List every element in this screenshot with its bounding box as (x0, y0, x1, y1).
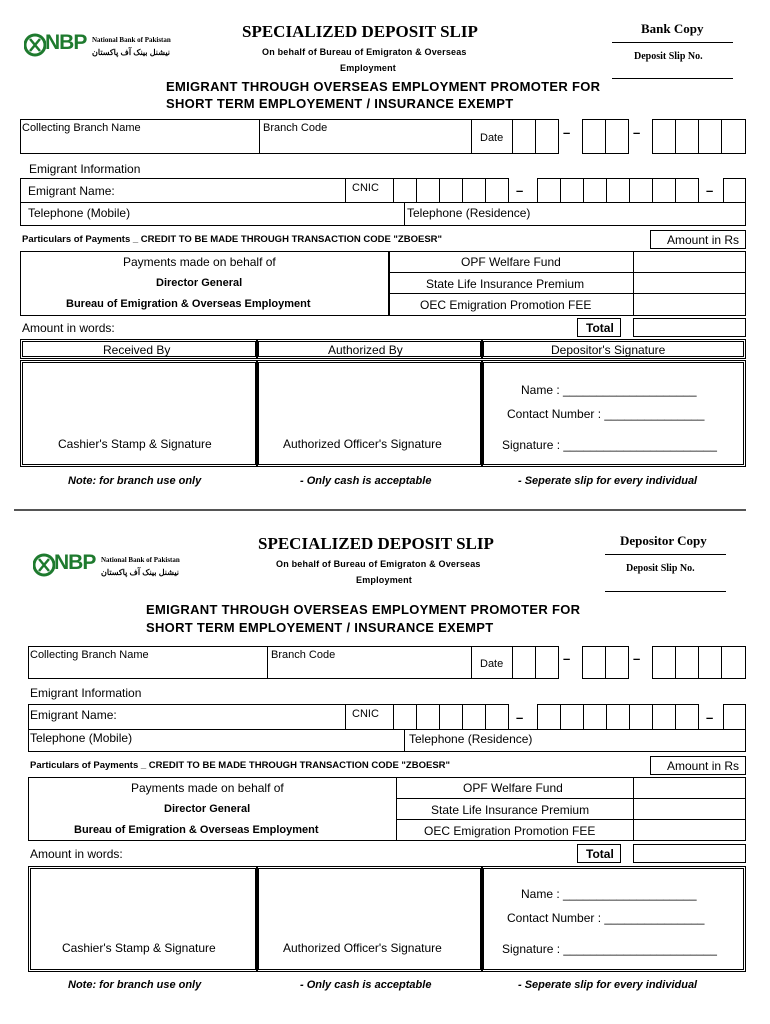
date-digit-cell[interactable] (721, 646, 746, 679)
deposit-slip-no-field[interactable] (605, 591, 726, 592)
nbp-emblem-icon (33, 550, 55, 580)
cnic-digit-cell[interactable] (629, 704, 653, 730)
payments-behalf-label: Payments made on behalf of (123, 255, 276, 269)
amount-in-rs-label: Amount in Rs (667, 233, 740, 247)
date-digit-cell[interactable] (675, 646, 699, 679)
contact-line[interactable]: Contact Number : _______________ (507, 911, 705, 925)
emigrant-name-label: Emigrant Name: (30, 708, 117, 722)
branch-code-label: Branch Code (263, 122, 328, 134)
depositor-copy-slip (0, 518, 770, 1018)
date-digit-cell[interactable] (698, 646, 722, 679)
cnic-digit-cell[interactable] (583, 704, 607, 730)
note-branch: Note: for branch use only (68, 475, 202, 487)
cnic-digit-cell[interactable] (537, 704, 561, 730)
contact-line[interactable]: Contact Number : _______________ (507, 407, 705, 421)
copy-label-underline (605, 554, 726, 555)
copy-label-underline (612, 42, 733, 43)
date-separator: – (563, 651, 571, 666)
cnic-digit-cell[interactable] (560, 178, 584, 203)
cashier-label: Cashier's Stamp & Signature (62, 941, 216, 955)
cnic-digit-cell[interactable] (439, 178, 463, 203)
slip-subtitle-1: On behalf of Bureau of Emigraton & Overseas (262, 47, 467, 57)
note-separate: - Seperate slip for every individual (518, 475, 698, 487)
copy-label: Bank Copy (641, 21, 704, 36)
amount-in-rs-label: Amount in Rs (667, 759, 740, 773)
opf-label: OPF Welfare Fund (463, 781, 563, 795)
note-separate: - Seperate slip for every individual (518, 979, 698, 991)
emigrant-name-label: Emigrant Name: (28, 184, 115, 198)
total-label: Total (586, 847, 614, 861)
date-label: Date (480, 658, 504, 670)
slip-title: SPECIALIZED DEPOSIT SLIP (242, 22, 478, 41)
cut-line-divider (14, 509, 746, 511)
cnic-label: CNIC (352, 182, 379, 194)
cnic-digit-cell[interactable] (629, 178, 653, 203)
cnic-digit-cell[interactable] (723, 704, 746, 730)
nbp-emblem-icon (24, 30, 46, 60)
deposit-slip-no-label: Deposit Slip No. (634, 51, 703, 62)
date-digit-cell[interactable] (582, 646, 606, 679)
total-amount-field[interactable] (633, 318, 746, 337)
emigrant-info-label: Emigrant Information (30, 686, 142, 700)
amount-words-label: Amount in words: (30, 847, 123, 861)
form-heading-2: SHORT TERM EMPLOYEMENT / INSURANCE EXEMPT (166, 96, 514, 111)
state-life-amount-field[interactable] (633, 798, 746, 820)
emigrant-info-label: Emigrant Information (29, 162, 141, 176)
slip-subtitle-2: Employment (356, 575, 413, 585)
copy-label: Depositor Copy (620, 533, 707, 548)
date-digit-cell[interactable] (675, 119, 699, 154)
cnic-digit-cell[interactable] (723, 178, 746, 203)
deposit-slip-no-field[interactable] (612, 78, 733, 79)
bureau-label: Bureau of Emigration & Overseas Employment (66, 298, 311, 310)
cnic-digit-cell[interactable] (439, 704, 463, 730)
telephone-residence-label: Telephone (Residence) (409, 732, 533, 746)
state-life-label: State Life Insurance Premium (431, 803, 590, 817)
amount-words-label: Amount in words: (22, 321, 115, 335)
logo-name-en: National Bank of Pakistan (92, 36, 171, 44)
officer-signature-box[interactable] (256, 866, 483, 972)
logo-name-ur: نیشنل بینک آف پاکستان (101, 568, 179, 577)
date-separator: – (563, 125, 571, 140)
total-label: Total (586, 321, 614, 335)
cnic-digit-cell[interactable] (583, 178, 607, 203)
form-heading-1: EMIGRANT THROUGH OVERSEAS EMPLOYMENT PROMOTER FOR (146, 602, 581, 617)
opf-label: OPF Welfare Fund (461, 255, 561, 269)
date-digit-cell[interactable] (512, 646, 536, 679)
depositor-signature-label: Depositor's Signature (551, 343, 666, 357)
date-digit-cell[interactable] (652, 119, 676, 154)
date-digit-cell[interactable] (652, 646, 676, 679)
bank-copy-slip (0, 0, 770, 500)
authorized-by-label: Authorized By (328, 343, 403, 357)
officer-label: Authorized Officer's Signature (283, 941, 442, 955)
cnic-digit-cell[interactable] (537, 178, 561, 203)
officer-label: Authorized Officer's Signature (283, 437, 442, 451)
note-branch: Note: for branch use only (68, 979, 202, 991)
bureau-label: Bureau of Emigration & Overseas Employment (74, 824, 319, 836)
cnic-separator: – (516, 710, 524, 725)
note-cash: - Only cash is acceptable (300, 475, 432, 487)
telephone-mobile-label: Telephone (Mobile) (30, 731, 133, 745)
slip-subtitle-2: Employment (340, 63, 397, 73)
date-digit-cell[interactable] (582, 119, 606, 154)
oec-amount-field[interactable] (633, 293, 746, 316)
nbp-logo (24, 28, 174, 68)
cashier-label: Cashier's Stamp & Signature (58, 437, 212, 451)
slip-title: SPECIALIZED DEPOSIT SLIP (258, 534, 494, 553)
state-life-label: State Life Insurance Premium (426, 277, 585, 291)
cnic-separator: – (706, 183, 714, 198)
date-digit-cell[interactable] (721, 119, 746, 154)
logo-name-en: National Bank of Pakistan (101, 556, 180, 564)
particulars-label: Particulars of Payments _ CREDIT TO BE MADE THROUGH TRANSACTION CODE "ZBOESR" (22, 234, 443, 245)
form-heading-2: SHORT TERM EMPLOYEMENT / INSURANCE EXEMPT (146, 620, 494, 635)
director-general-label: Director General (164, 803, 251, 815)
slip-subtitle-1: On behalf of Bureau of Emigraton & Overseas (276, 559, 481, 569)
opf-amount-field[interactable] (633, 777, 746, 799)
particulars-label: Particulars of Payments _ CREDIT TO BE MADE THROUGH TRANSACTION CODE "ZBOESR" (30, 760, 451, 771)
branch-code-label: Branch Code (271, 649, 336, 661)
oec-label: OEC Emigration Promotion FEE (420, 298, 592, 312)
cnic-digit-cell[interactable] (606, 704, 630, 730)
cnic-separator: – (516, 183, 524, 198)
cnic-label: CNIC (352, 708, 379, 720)
date-separator: – (633, 125, 641, 140)
date-separator: – (633, 651, 641, 666)
date-digit-cell[interactable] (698, 119, 722, 154)
cashier-stamp-box[interactable] (28, 866, 258, 972)
date-digit-cell[interactable] (535, 119, 559, 154)
signature-line[interactable]: Signature : _______________________ (502, 942, 717, 956)
payments-behalf-label: Payments made on behalf of (131, 781, 284, 795)
signature-line[interactable]: Signature : _______________________ (502, 438, 717, 452)
cnic-digit-cell[interactable] (560, 704, 584, 730)
cnic-digit-cell[interactable] (462, 704, 486, 730)
total-amount-field[interactable] (633, 844, 746, 863)
date-digit-cell[interactable] (512, 119, 536, 154)
name-line[interactable]: Name : ____________________ (521, 383, 697, 397)
state-life-amount-field[interactable] (633, 272, 746, 294)
cnic-digit-cell[interactable] (606, 178, 630, 203)
cnic-digit-cell[interactable] (652, 178, 676, 203)
collecting-branch-label: Collecting Branch Name (30, 649, 149, 661)
deposit-slip-no-label: Deposit Slip No. (626, 563, 695, 574)
date-digit-cell[interactable] (605, 119, 629, 154)
cnic-digit-cell[interactable] (416, 704, 440, 730)
opf-amount-field[interactable] (633, 251, 746, 273)
date-digit-cell[interactable] (605, 646, 629, 679)
logo-brand: NBP (45, 31, 87, 54)
cnic-digit-cell[interactable] (675, 704, 699, 730)
cnic-digit-cell[interactable] (416, 178, 440, 203)
cnic-digit-cell[interactable] (485, 178, 509, 203)
cnic-digit-cell[interactable] (675, 178, 699, 203)
oec-label: OEC Emigration Promotion FEE (424, 824, 596, 838)
nbp-logo (33, 548, 183, 588)
cnic-digit-cell[interactable] (652, 704, 676, 730)
received-by-label: Received By (103, 343, 171, 357)
cnic-digit-cell[interactable] (462, 178, 486, 203)
oec-amount-field[interactable] (633, 819, 746, 841)
logo-name-ur: نیشنل بینک آف پاکستان (92, 48, 170, 57)
collecting-branch-label: Collecting Branch Name (22, 122, 141, 134)
form-heading-1: EMIGRANT THROUGH OVERSEAS EMPLOYMENT PROMOTER FOR (166, 79, 601, 94)
cnic-digit-cell[interactable] (485, 704, 509, 730)
note-cash: - Only cash is acceptable (300, 979, 432, 991)
name-line[interactable]: Name : ____________________ (521, 887, 697, 901)
logo-brand: NBP (54, 551, 96, 574)
date-digit-cell[interactable] (535, 646, 559, 679)
director-general-label: Director General (156, 277, 243, 289)
cnic-digit-cell[interactable] (393, 704, 417, 730)
date-label: Date (480, 132, 504, 144)
cnic-separator: – (706, 710, 714, 725)
telephone-residence-label: Telephone (Residence) (407, 206, 531, 220)
telephone-mobile-label: Telephone (Mobile) (28, 206, 131, 220)
cnic-digit-cell[interactable] (393, 178, 417, 203)
